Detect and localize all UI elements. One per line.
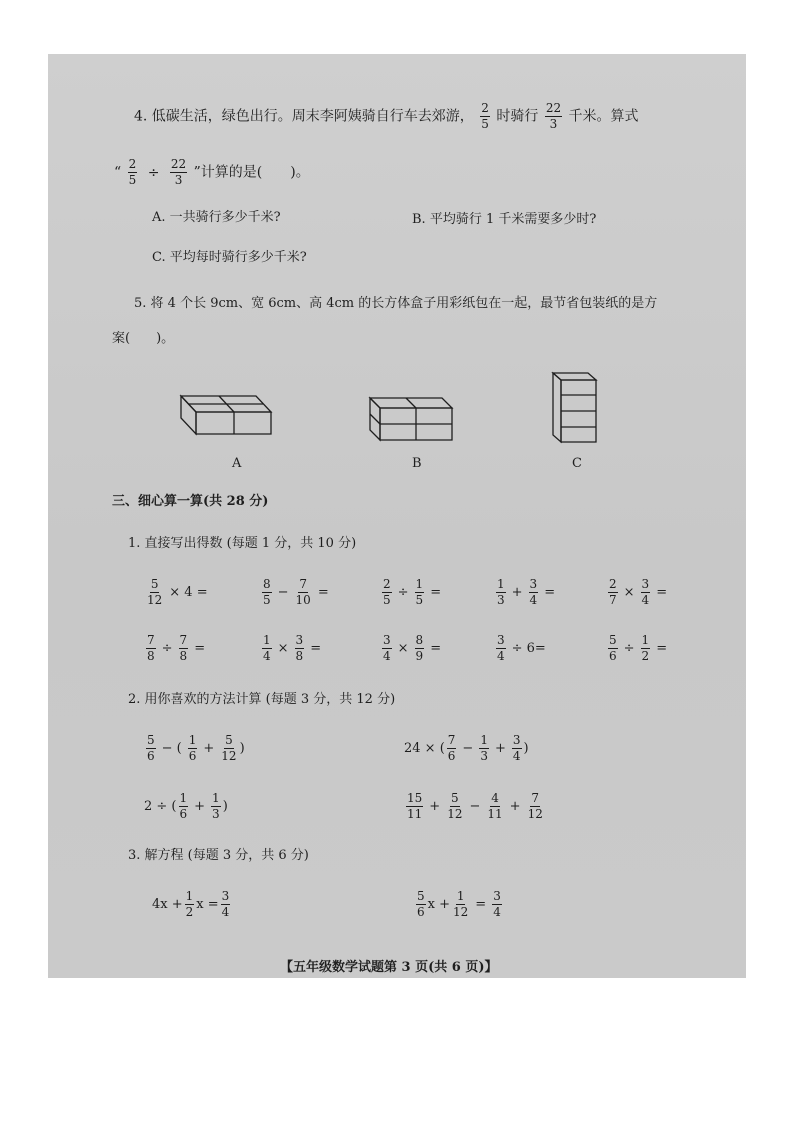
packing-figure-a bbox=[178, 390, 274, 440]
q5-line2: 案( )。 bbox=[112, 331, 175, 346]
page-footer: 【五年级数学试题第 3 页(共 6 页)】 bbox=[280, 960, 498, 975]
q4-option-c: C. 平均每时骑行多少千米? bbox=[152, 250, 307, 265]
q4-line1: 4. 低碳生活，绿色出行。周末李阿姨骑自行车去郊游， $\frac{2}{5}$ 时骑行 $\frac{22}{3}$ 千米。算式 bbox=[134, 101, 639, 131]
part2-title: 2. 用你喜欢的方法计算 (每题 3 分，共 12 分) bbox=[128, 692, 396, 707]
fraction: $\frac{2}{5}$ bbox=[128, 157, 137, 187]
calc-p2-e1: $\frac{5}{6}$ − ( $\frac{1}{6}$ + $\frac{5}{12}$ ) bbox=[147, 733, 245, 763]
figure-label-c: C bbox=[572, 456, 582, 471]
equation-1: 4x + $\frac{1}{2}$ x = $\frac{3}{4}$ bbox=[152, 889, 230, 919]
q5-line1: 5. 将 4 个长 9cm、宽 6cm、高 4cm 的长方体盒子用彩纸包在一起，最节省包装纸的是方 bbox=[134, 296, 658, 311]
figure-label-b: B bbox=[412, 456, 422, 471]
calc-r1-e1: $\frac{5}{12}$ × 4 = bbox=[147, 577, 208, 607]
fraction: $\frac{22}{3}$ bbox=[545, 101, 562, 131]
part1-title: 1. 直接写出得数 (每题 1 分，共 10 分) bbox=[128, 536, 357, 551]
packing-figure-b bbox=[368, 394, 456, 444]
fraction: $\frac{2}{5}$ bbox=[481, 101, 489, 131]
calc-r2-e5: $\frac{5}{6}$ ÷ $\frac{1}{2}$ = bbox=[609, 633, 668, 663]
calc-r1-e5: $\frac{2}{7}$ × $\frac{3}{4}$ = bbox=[609, 577, 668, 607]
q4-line2: “ $\frac{2}{5}$ ÷ $\frac{22}{3}$ ”计算的是( )。 bbox=[114, 157, 310, 187]
figure-label-a: A bbox=[232, 456, 242, 471]
calc-p2-e3: 2 ÷ ( $\frac{1}{6}$ + $\frac{1}{3}$ ) bbox=[144, 791, 228, 821]
q4-option-b: B. 平均骑行 1 千米需要多少时? bbox=[412, 212, 597, 227]
calc-r2-e2: $\frac{1}{4}$ × $\frac{3}{8}$ = bbox=[263, 633, 322, 663]
q4-option-a: A. 一共骑行多少千米? bbox=[152, 210, 281, 225]
fraction: $\frac{22}{3}$ bbox=[170, 157, 187, 187]
packing-figure-c bbox=[550, 370, 600, 446]
section-3-title: 三、细心算一算(共 28 分) bbox=[112, 494, 269, 509]
calc-r2-e1: $\frac{7}{8}$ ÷ $\frac{7}{8}$ = bbox=[147, 633, 206, 663]
part3-title: 3. 解方程 (每题 3 分，共 6 分) bbox=[128, 848, 309, 863]
exam-page-photo bbox=[48, 54, 746, 978]
equation-2: $\frac{5}{6}$ x + $\frac{1}{12}$ = $\frac{3}{4}$ bbox=[417, 889, 501, 919]
calc-r2-e3: $\frac{3}{4}$ × $\frac{8}{9}$ = bbox=[383, 633, 442, 663]
calc-r1-e3: $\frac{2}{5}$ ÷ $\frac{1}{5}$ = bbox=[383, 577, 442, 607]
calc-r1-e2: $\frac{8}{5}$ − $\frac{7}{10}$ = bbox=[263, 577, 329, 607]
calc-p2-e2: 24 × ( $\frac{7}{6}$ − $\frac{1}{3}$ + $\frac{3}{4}$ ) bbox=[404, 733, 529, 763]
calc-r1-e4: $\frac{1}{3}$ + $\frac{3}{4}$ = bbox=[497, 577, 556, 607]
calc-p2-e4: $\frac{15}{11}$ + $\frac{5}{12}$ − $\frac{4}{11}$ + $\frac{7}{12}$ bbox=[407, 791, 543, 821]
calc-r2-e4: $\frac{3}{4}$ ÷ 6= bbox=[497, 633, 546, 663]
